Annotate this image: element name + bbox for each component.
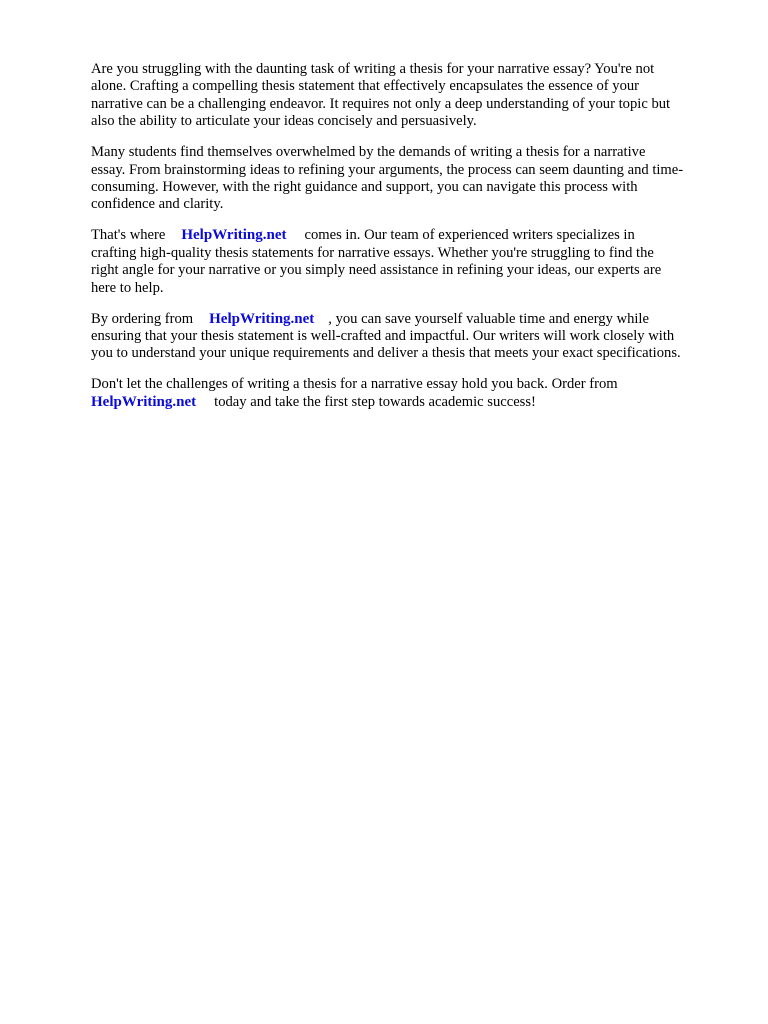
text-line	[91, 227, 731, 244]
text-line: essay. From brainstorming ideas to refining your arguments, the process can seem daunting and time-	[91, 161, 684, 178]
document-body	[91, 61, 731, 425]
text-line	[91, 394, 731, 411]
text-fragment: today and take the first step towards academic success!	[214, 393, 536, 410]
text-line: confidence and clarity.	[91, 196, 224, 213]
text-line: right angle for your narrative or you simply need assistance in refining your ideas, our experts are	[91, 262, 662, 279]
text-line: here to help.	[91, 279, 164, 296]
text-line: Many students find themselves overwhelmed by the demands of writing a thesis for a narrative	[91, 144, 646, 161]
text-line: consuming. However, with the right guidance and support, you can navigate this process with	[91, 179, 638, 196]
paragraph-students	[91, 144, 731, 214]
helpwriting-link[interactable]: HelpWriting.net	[91, 393, 197, 410]
text-line: you to understand your unique requirements and deliver a thesis that meets your exact specifications.	[91, 345, 681, 362]
text-line	[91, 311, 731, 328]
helpwriting-link[interactable]: HelpWriting.net	[209, 310, 315, 327]
text-line: also the ability to articulate your ideas concisely and persuasively.	[91, 113, 477, 130]
text-line: alone. Crafting a compelling thesis statement that effectively encapsulates the essence of your	[91, 78, 640, 95]
text-fragment: comes in. Our team of experienced writers specializes in	[304, 227, 635, 244]
text-line: crafting high-quality thesis statements for narrative essays. Whether you're struggling to find the	[91, 244, 654, 261]
paragraph-ordering	[91, 311, 731, 363]
text-fragment: That's where	[91, 227, 166, 244]
text-line: Don't let the challenges of writing a thesis for a narrative essay hold you back. Order from	[91, 376, 618, 393]
text-line: narrative can be a challenging endeavor. It requires not only a deep understanding of your topic but	[91, 95, 671, 112]
text-line: ensuring that your thesis statement is well-crafted and impactful. Our writers will work closely with	[91, 328, 675, 345]
text-fragment: By ordering from	[91, 310, 194, 327]
paragraph-closing	[91, 376, 731, 411]
text-fragment: , you can save yourself valuable time and energy while	[328, 310, 649, 327]
text-line: Are you struggling with the daunting task of writing a thesis for your narrative essay? You're not	[91, 61, 655, 77]
paragraph-intro	[91, 61, 731, 131]
helpwriting-link[interactable]: HelpWriting.net	[181, 227, 287, 244]
paragraph-thats-where	[91, 227, 731, 297]
